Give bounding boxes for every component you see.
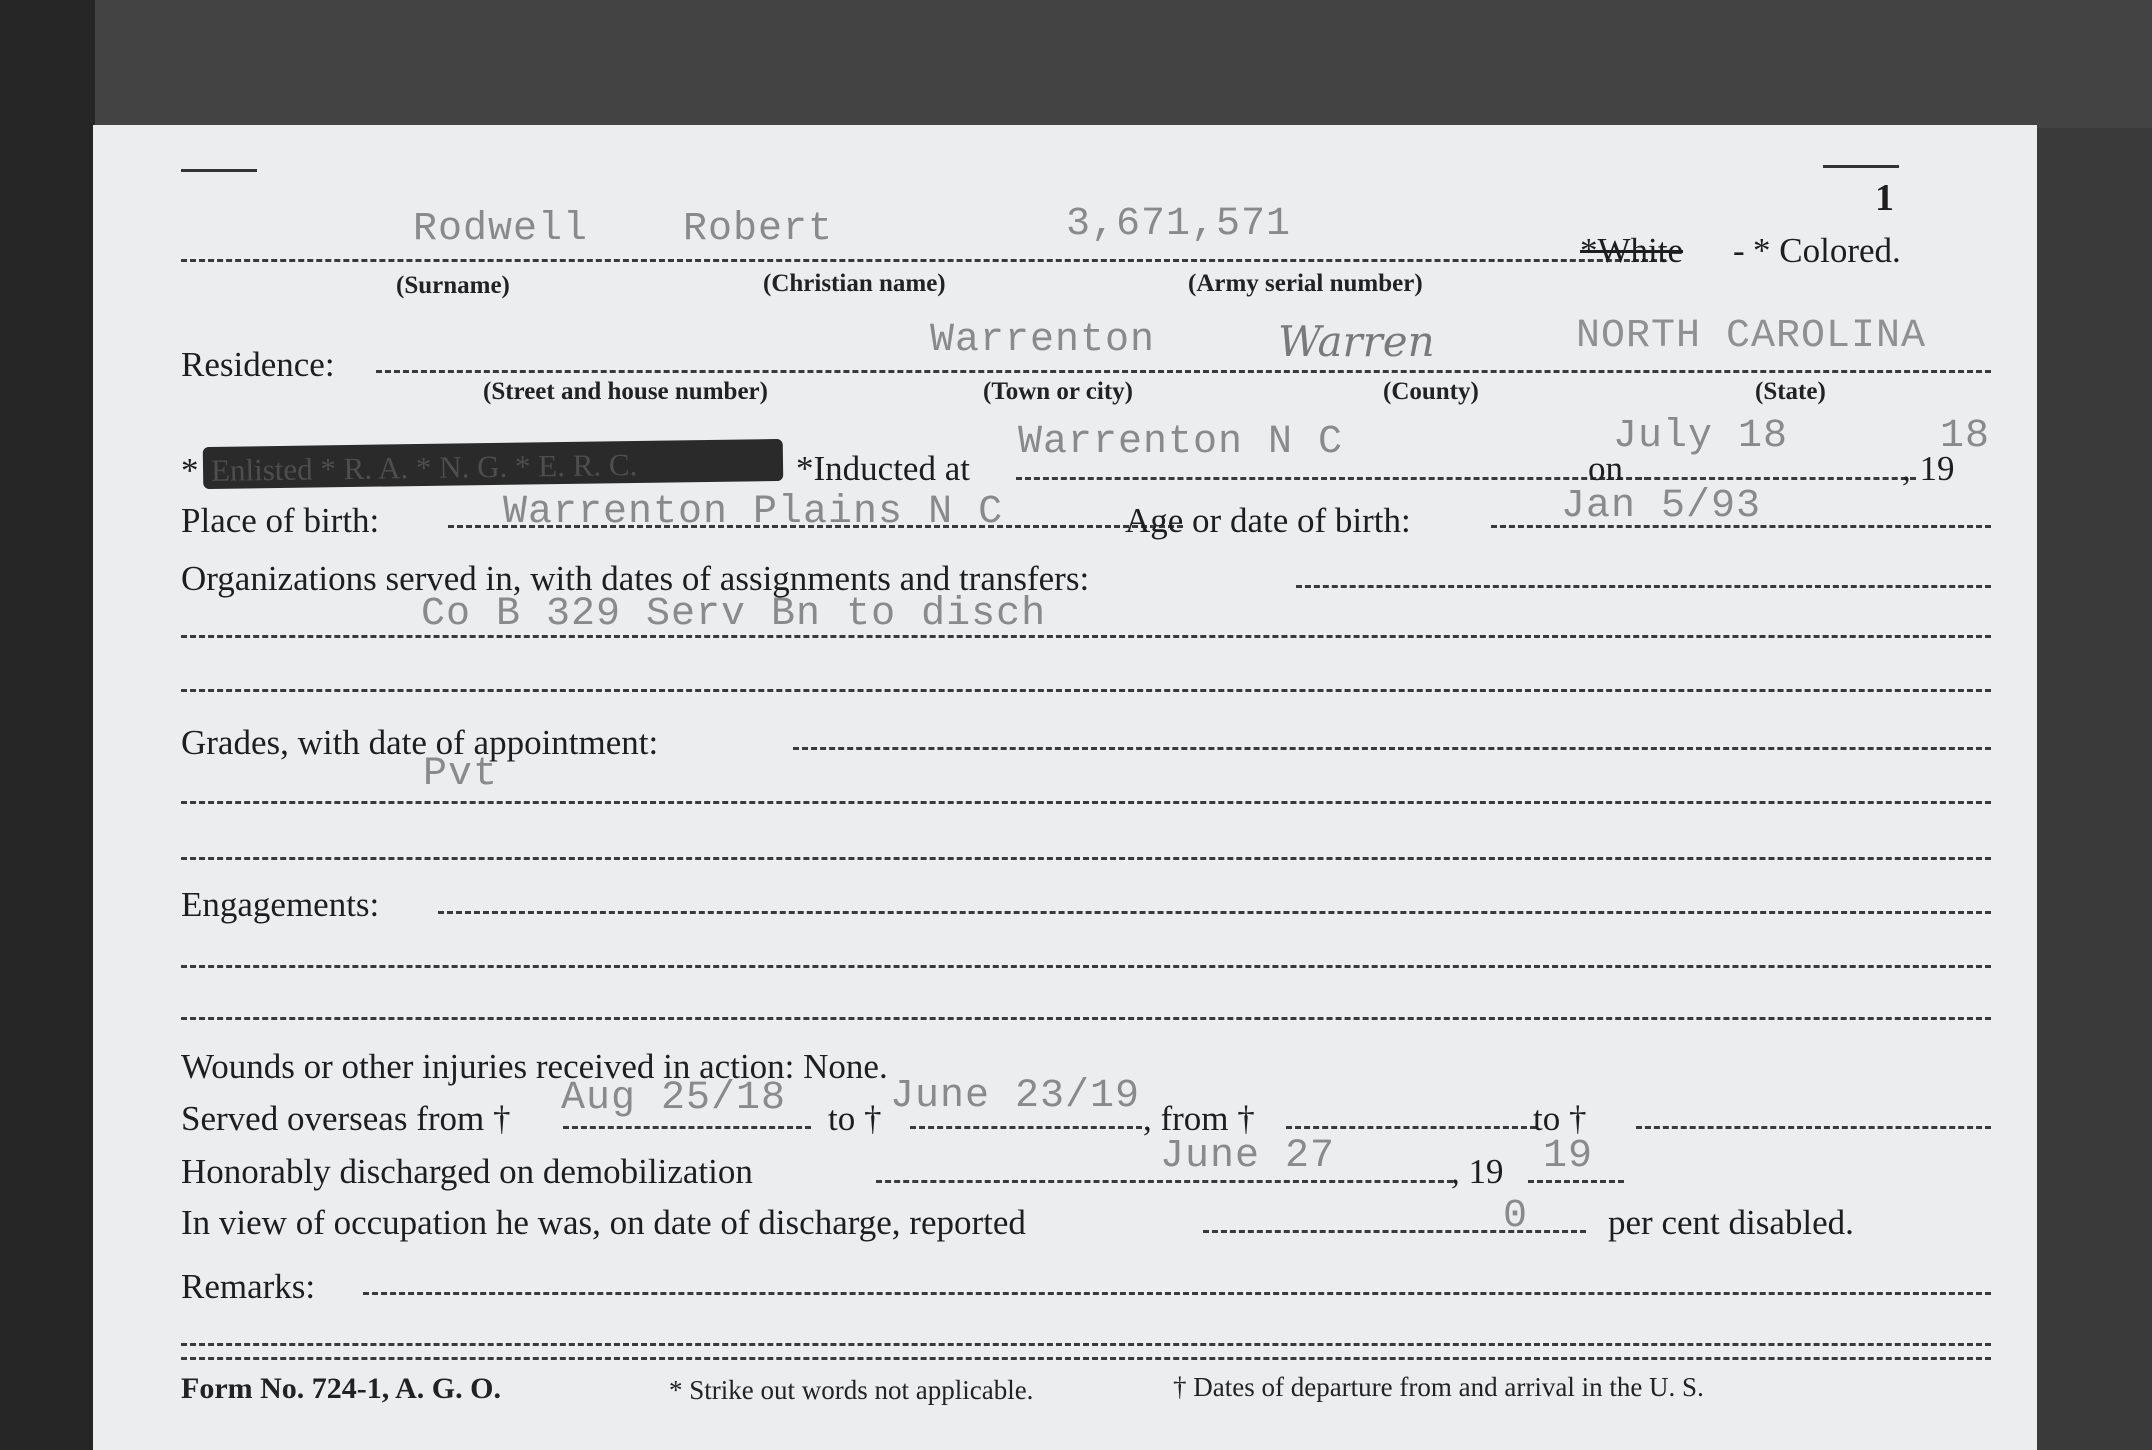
overseas-from2-line bbox=[1286, 1126, 1536, 1129]
overseas-from-value: Aug 25/18 bbox=[561, 1076, 787, 1121]
wounds-label: Wounds or other injuries received in action: None. bbox=[181, 1047, 888, 1086]
overseas-to2-label: to † bbox=[1533, 1099, 1587, 1138]
discharge-year-line bbox=[1528, 1180, 1624, 1183]
top-left-rule bbox=[181, 169, 257, 172]
inducted-place-line bbox=[1016, 477, 1650, 480]
overseas-to2-line bbox=[1636, 1126, 1991, 1129]
strike-out-note: * Strike out words not applicable. bbox=[669, 1375, 1034, 1405]
inducted-year-value: 18 bbox=[1940, 414, 1991, 459]
organizations-line-3 bbox=[181, 689, 1991, 692]
remarks-line-2 bbox=[181, 1343, 1991, 1346]
inducted-label: *Inducted at bbox=[796, 449, 970, 488]
inducted-date-value: July 18 bbox=[1613, 414, 1789, 459]
enlisted-redaction bbox=[203, 439, 784, 489]
disabled-line bbox=[1203, 1230, 1586, 1233]
discharge-year-value: 19 bbox=[1543, 1134, 1594, 1179]
town-caption: (Town or city) bbox=[983, 378, 1133, 405]
service-record-card bbox=[93, 125, 2037, 1450]
enlisted-struck-text: Enlisted * R. A. * N. G. * E. R. C. bbox=[210, 446, 638, 488]
county-caption: (County) bbox=[1383, 378, 1479, 405]
state-caption: (State) bbox=[1755, 378, 1826, 405]
background-top bbox=[95, 0, 2152, 128]
overseas-to-line bbox=[910, 1126, 1142, 1129]
grades-line-1 bbox=[793, 747, 1991, 750]
inducted-year-prefix: , 19 bbox=[1902, 449, 1955, 488]
card-number: 1 bbox=[1875, 177, 1894, 219]
serial-number-value: 3,671,571 bbox=[1066, 202, 1292, 247]
grades-line-2 bbox=[181, 801, 1991, 804]
serial-number-caption: (Army serial number) bbox=[1188, 270, 1423, 297]
surname-value: Rodwell bbox=[413, 207, 589, 252]
engagements-line-1 bbox=[438, 911, 1991, 914]
grades-line-3 bbox=[181, 857, 1991, 860]
engagements-line-3 bbox=[181, 1017, 1991, 1020]
remarks-line-3 bbox=[181, 1357, 1991, 1360]
overseas-to-label: to † bbox=[828, 1099, 882, 1138]
inducted-place-value: Warrenton N C bbox=[1018, 420, 1344, 465]
enlisted-star: * bbox=[181, 451, 199, 490]
top-right-rule bbox=[1823, 165, 1899, 168]
inducted-date-line bbox=[1636, 477, 1916, 480]
surname-caption: (Surname) bbox=[396, 272, 510, 299]
organizations-label: Organizations served in, with dates of assignments and transfers: bbox=[181, 559, 1090, 598]
race-colored: * Colored. bbox=[1753, 231, 1901, 270]
grade-value: Pvt bbox=[423, 752, 499, 797]
remarks-label: Remarks: bbox=[181, 1267, 316, 1306]
overseas-to-value: June 23/19 bbox=[890, 1074, 1141, 1119]
organizations-value: Co B 329 Serv Bn to disch bbox=[421, 592, 1047, 637]
form-number: Form No. 724-1, A. G. O. bbox=[181, 1372, 501, 1405]
occupation-label: In view of occupation he was, on date of discharge, reported bbox=[181, 1203, 1026, 1242]
state-value: NORTH CAROLINA bbox=[1576, 314, 1927, 359]
overseas-from2-label: , from † bbox=[1143, 1099, 1255, 1138]
county-value: Warren bbox=[1278, 317, 1435, 366]
birth-place-line bbox=[448, 525, 1183, 528]
town-value: Warrenton bbox=[930, 318, 1156, 363]
race-dash: - bbox=[1733, 231, 1745, 270]
remarks-line-1 bbox=[363, 1292, 1991, 1295]
organizations-line-1 bbox=[1296, 585, 1991, 588]
street-caption: (Street and house number) bbox=[483, 378, 768, 405]
race-white-struck: *White bbox=[1580, 231, 1684, 270]
birth-date-value: Jan 5/93 bbox=[1561, 484, 1762, 529]
discharge-label: Honorably discharged on demobilization bbox=[181, 1152, 753, 1191]
on-label: on bbox=[1588, 449, 1623, 488]
overseas-from-label: Served overseas from † bbox=[181, 1099, 511, 1138]
grades-label: Grades, with date of appointment: bbox=[181, 723, 659, 762]
birth-place-label: Place of birth: bbox=[181, 501, 380, 540]
discharge-date-value: June 27 bbox=[1160, 1134, 1336, 1179]
christian-name-value: Robert bbox=[683, 207, 834, 252]
christian-name-caption: (Christian name) bbox=[763, 270, 946, 297]
disabled-suffix: per cent disabled. bbox=[1608, 1203, 1854, 1242]
disabled-value: 0 bbox=[1503, 1194, 1529, 1239]
discharge-year-prefix: , 19 bbox=[1451, 1152, 1504, 1191]
overseas-from-line bbox=[563, 1126, 811, 1129]
birth-date-line bbox=[1491, 525, 1991, 528]
organizations-line-2 bbox=[181, 635, 1991, 638]
birth-place-value: Warrenton Plains N C bbox=[503, 490, 1004, 535]
engagements-label: Engagements: bbox=[181, 885, 380, 924]
background-left bbox=[0, 0, 95, 1450]
residence-label: Residence: bbox=[181, 345, 335, 384]
residence-line bbox=[376, 370, 1991, 373]
dates-note: † Dates of departure from and arrival in the U. S. bbox=[1173, 1372, 1704, 1402]
name-line bbox=[181, 259, 1666, 262]
birth-date-label: Age or date of birth: bbox=[1125, 501, 1411, 540]
engagements-line-2 bbox=[181, 965, 1991, 968]
discharge-date-line bbox=[876, 1180, 1453, 1183]
